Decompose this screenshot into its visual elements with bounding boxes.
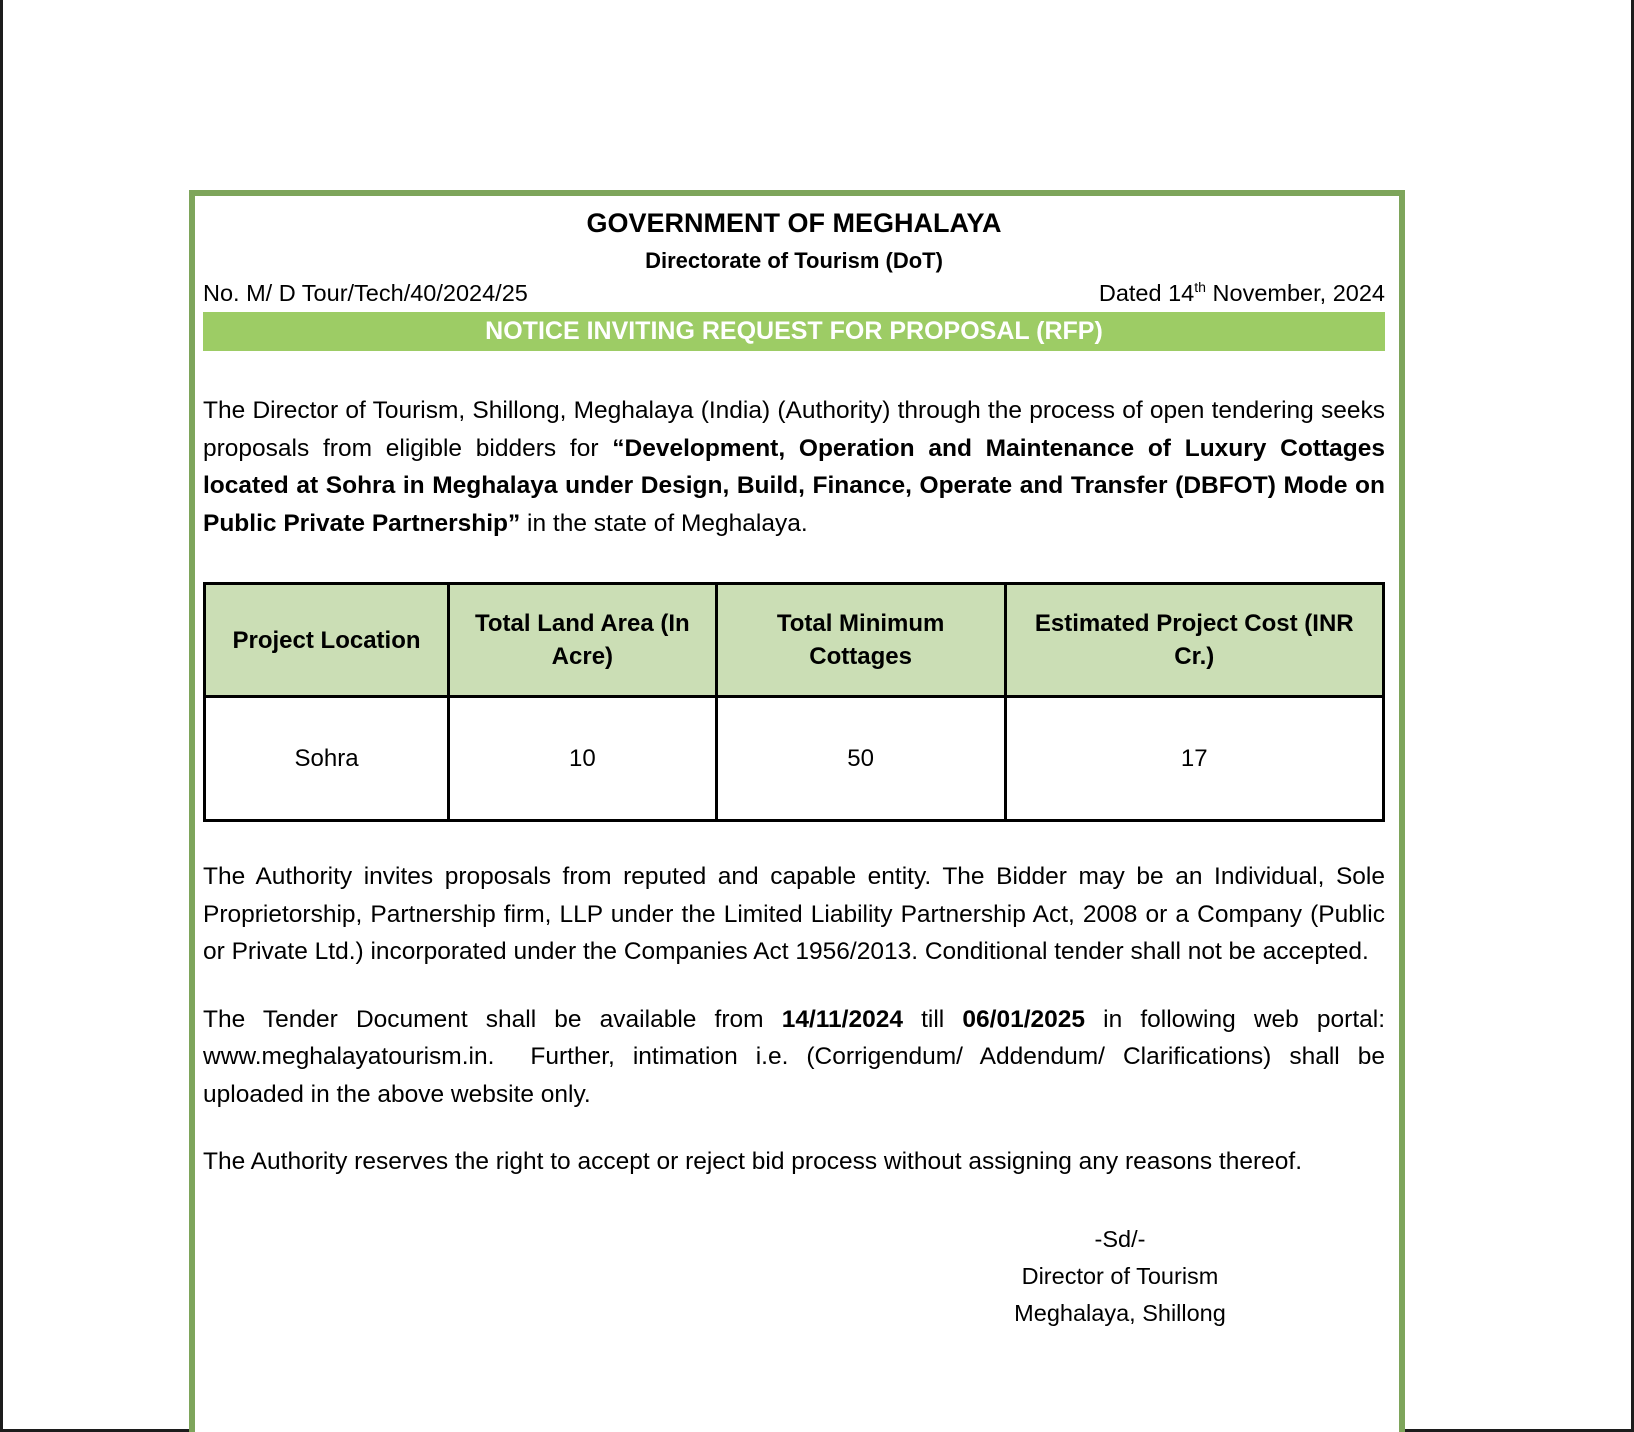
notice-document	[189, 190, 1405, 1432]
header-estimated-project-cost: Estimated Project Cost (INR Cr.)	[1005, 584, 1383, 697]
reserves-right-paragraph: The Authority reserves the right to accept or reject bid process without assigning any reasons thereof.	[203, 1148, 1302, 1175]
header-total-land-area: Total Land Area (In Acre)	[449, 584, 717, 697]
signature-location: Meghalaya, Shillong	[1014, 1299, 1226, 1326]
header-project-location: Project Location	[205, 584, 449, 697]
table-header-row	[205, 584, 1384, 697]
cell-total-minimum-cottages: 50	[716, 697, 1005, 821]
header-total-minimum-cottages: Total Minimum Cottages	[716, 584, 1005, 697]
cell-estimated-project-cost: 17	[1005, 697, 1383, 821]
document-title: GOVERNMENT OF MEGHALAYA	[586, 208, 1002, 238]
cell-project-location: Sohra	[205, 697, 449, 821]
reference-number: No. M/ D Tour/Tech/40/2024/25	[203, 280, 528, 306]
document-date: Dated 14th November, 2024	[1098, 279, 1385, 306]
project-details-table	[203, 582, 1385, 822]
tender-availability-paragraph: The Tender Document shall be available from 14/11/2024 till 06/01/2025 in following web portal: www.meghalayatourism.in. Further, intimation i.e. (Corrigendum/ Addendum/ Clarifications) shall be uploaded in the above website only.	[203, 1005, 1386, 1108]
document-subtitle: Directorate of Tourism (DoT)	[645, 248, 943, 273]
invites-paragraph: The Authority invites proposals from reputed and capable entity. The Bidder may be an Individual, Sole Proprietorship, Partnership firm, LLP under the Limited Liability Partnership Act, 2008 or a Company (Public or Private Ltd.) incorporated under the Companies Act 1956/2013. Conditional tender shall not be accepted.	[203, 863, 1385, 965]
signature-designation: Director of Tourism	[1021, 1262, 1219, 1289]
intro-paragraph: The Director of Tourism, Shillong, Meghalaya (India) (Authority) through the process of open tendering seeks proposals from eligible bidders for “Development, Operation and Maintenance of Luxury Cottages located at Sohra in Meghalaya under Design, Build, Finance, Operate and Transfer (DBFOT) Mode on Public Private Partnership” in the state of Meghalaya.	[203, 397, 1385, 537]
date-ordinal-superscript: th	[1194, 279, 1207, 296]
notice-banner: NOTICE INVITING REQUEST FOR PROPOSAL (RFP)	[203, 312, 1385, 351]
signature-sd: -Sd/-	[1094, 1225, 1146, 1252]
cell-total-land-area: 10	[449, 697, 717, 821]
signature-block	[955, 1221, 1285, 1332]
screen-edge-left-line	[0, 0, 3, 1432]
table-row	[205, 697, 1384, 821]
reference-date-row	[203, 279, 1385, 307]
